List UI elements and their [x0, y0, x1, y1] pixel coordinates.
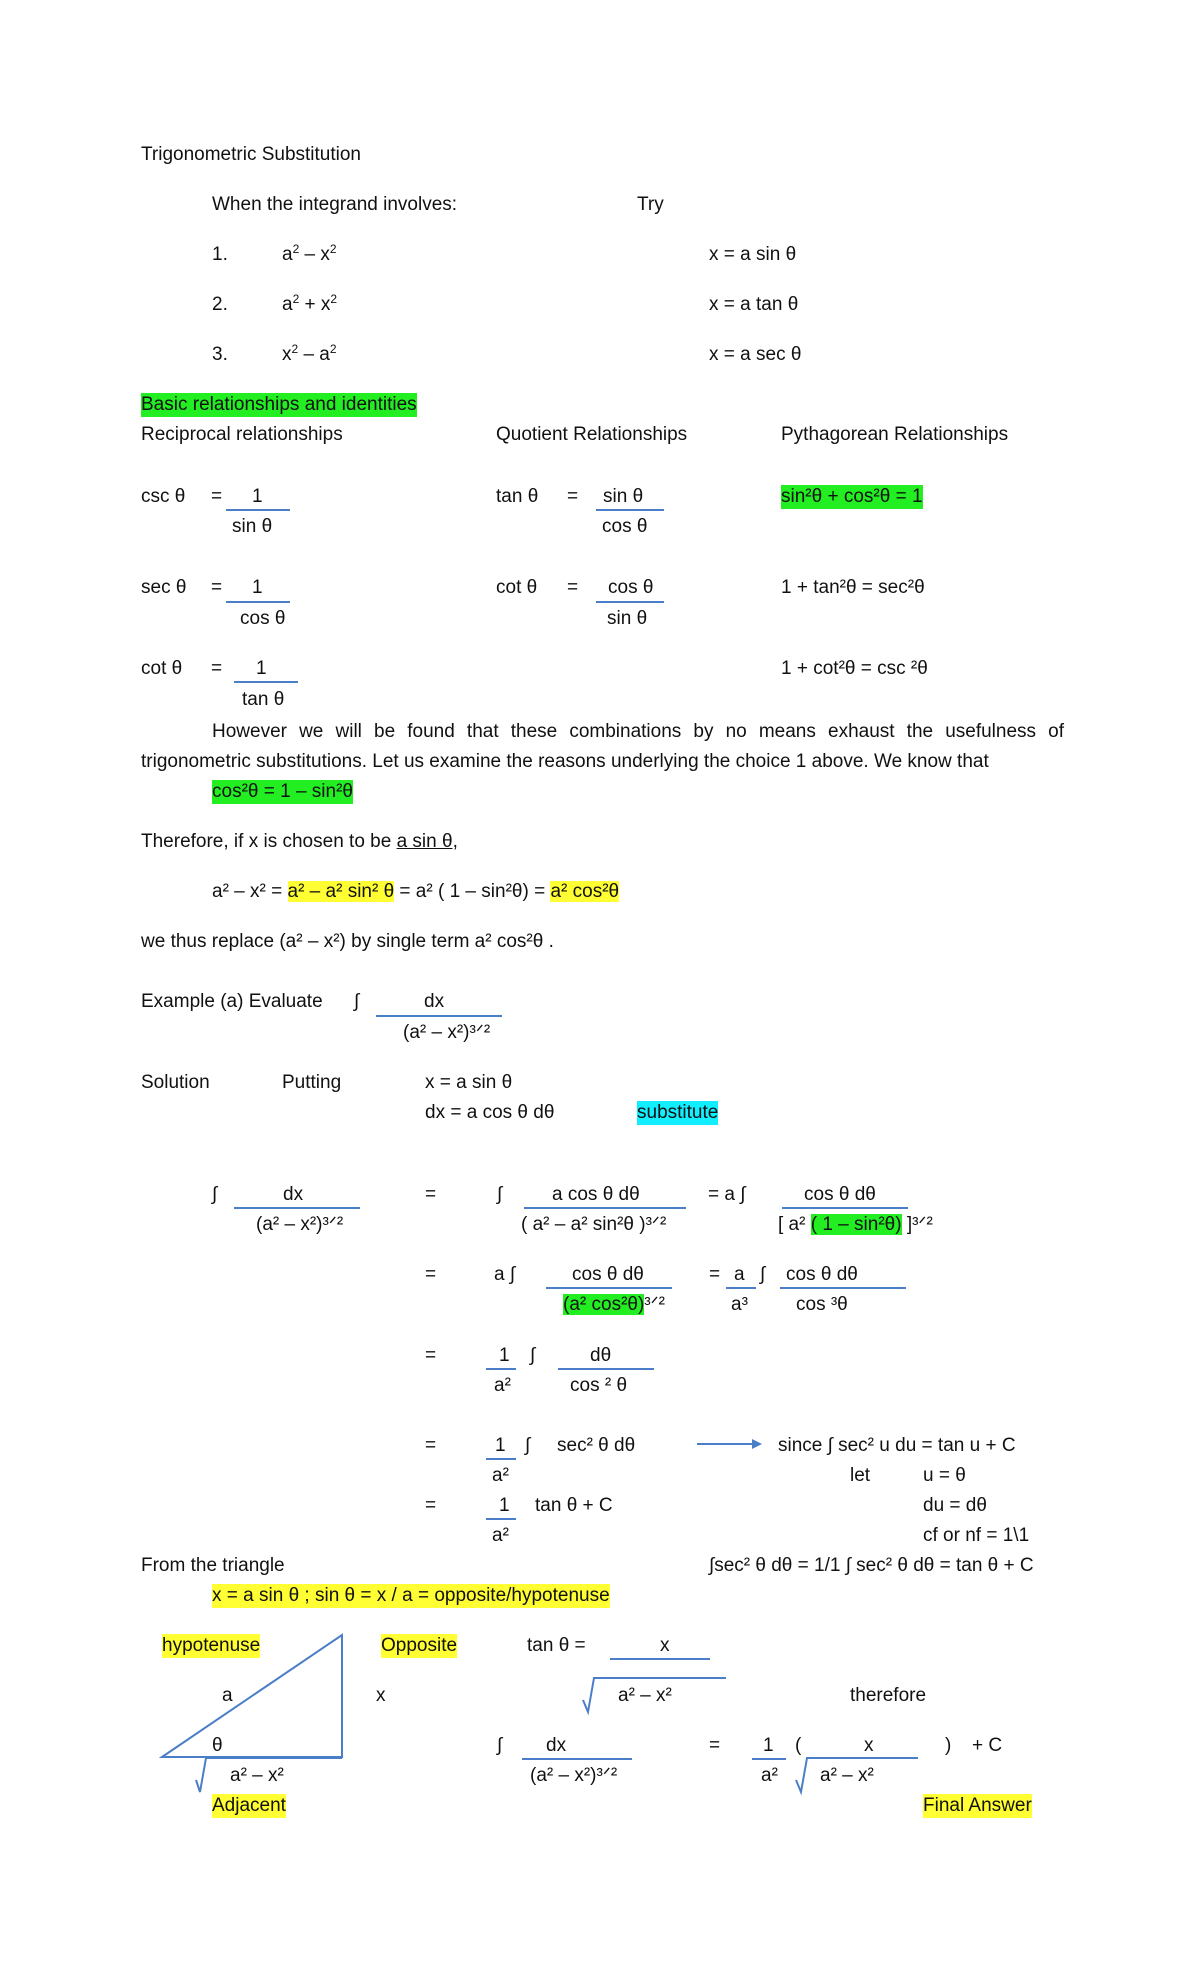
quot-cot-eq: =	[567, 577, 579, 598]
example-label: Example (a) Evaluate	[141, 991, 323, 1012]
let-note: let	[850, 1465, 871, 1486]
recip-cot-eq: =	[211, 658, 223, 679]
side-a-label: a	[222, 1685, 233, 1706]
therefore-label: therefore	[850, 1685, 927, 1706]
step2b-den2: cos ³θ	[796, 1294, 848, 1315]
cf-note: cf or nf = 1\1	[923, 1525, 1030, 1546]
step4-den: a²	[492, 1465, 509, 1486]
case-1-sub: x = a sin θ	[709, 244, 797, 265]
recip-cot-num: 1	[256, 658, 267, 679]
basic-heading: Basic relationships and identities	[141, 394, 417, 415]
case-2-expr: $a^2 + x^2$	[282, 292, 338, 315]
paragraph-line-2: trigonometric substitutions. Let us examine the reasons underlying the choice 1 above. We know that	[141, 751, 989, 772]
plus-c: + C	[972, 1735, 1003, 1756]
integral-sign: ∫	[212, 1184, 218, 1205]
equals: =	[425, 1435, 437, 1456]
final-radicand: a² – x²	[820, 1765, 874, 1786]
case-3-expr: $x^2 - a^2$	[282, 342, 337, 365]
step2b-num: a	[734, 1264, 745, 1285]
equals: =	[709, 1264, 721, 1285]
quot-tan-num: sin θ	[603, 486, 644, 507]
example-den: (a² – x²)³ᐟ²	[403, 1022, 491, 1043]
substitute-tag: substitute	[637, 1102, 719, 1123]
sec-integral-note: ∫sec² θ dθ = 1/1 ∫ sec² θ dθ = tan θ + C	[709, 1555, 1034, 1576]
derivation-line: a² – x² = a² – a² sin² θ = a² ( 1 – sin²θ) = a² cos²θ	[212, 881, 620, 902]
pyth-1: sin²θ + cos²θ = 1	[781, 486, 923, 507]
tan-rel-lhs: tan θ =	[527, 1635, 586, 1656]
step1c-pre: = a ∫	[708, 1184, 746, 1205]
step5-den: a²	[492, 1525, 509, 1546]
equals: =	[425, 1345, 437, 1366]
triangle-heading: From the triangle	[141, 1555, 285, 1576]
identity-highlight: cos²θ = 1 – sin²θ	[212, 781, 353, 802]
final-x: x	[864, 1735, 874, 1756]
pyth-3: 1 + cot²θ = csc ²θ	[781, 658, 928, 679]
side-x-label: x	[376, 1685, 386, 1706]
intro-try: Try	[637, 194, 664, 215]
final-int-den: (a² – x²)³ᐟ²	[530, 1765, 618, 1786]
recip-sec-lhs: sec θ	[141, 577, 187, 598]
adjacent-label: Adjacent	[212, 1795, 286, 1816]
therefore-line: Therefore, if x is chosen to be a sin θ,	[141, 831, 458, 852]
equals: =	[425, 1495, 437, 1516]
recip-cot-lhs: cot θ	[141, 658, 183, 679]
case-2-sub: x = a tan θ	[709, 294, 799, 315]
quot-cot-den: sin θ	[607, 608, 648, 629]
left-paren: (	[795, 1735, 802, 1756]
x-sub-line: x = a sin θ	[425, 1072, 513, 1093]
recip-sec-num: 1	[252, 577, 263, 598]
step2-pre: a ∫	[494, 1264, 516, 1285]
recip-heading: Reciprocal relationships	[141, 424, 343, 445]
equals: =	[709, 1735, 721, 1756]
case-1-num: 1.	[212, 244, 228, 265]
case-3-num: 3.	[212, 344, 228, 365]
step3-num2: dθ	[590, 1345, 612, 1366]
replace-line: we thus replace (a² – x²) by single term a² cos²θ .	[141, 931, 554, 952]
theta-label: θ	[212, 1735, 223, 1756]
page-title: Trigonometric Substitution	[141, 144, 362, 165]
case-2-num: 2.	[212, 294, 228, 315]
right-paren: )	[945, 1735, 952, 1756]
integral-sign: ∫	[525, 1435, 531, 1456]
step1-num: dx	[283, 1184, 304, 1205]
hypotenuse-label: hypotenuse	[162, 1635, 261, 1656]
dx-sub-line: dx = a cos θ dθ	[425, 1102, 555, 1123]
since-note: since ∫ sec² u du = tan u + C	[778, 1435, 1016, 1456]
integral-sign: ∫	[354, 991, 360, 1012]
final-coef-num: 1	[763, 1735, 774, 1756]
example-num: dx	[424, 991, 445, 1012]
step3-den: a²	[494, 1375, 511, 1396]
step1b-den: ( a² – a² sin²θ )³ᐟ²	[521, 1214, 667, 1235]
step3-num: 1	[499, 1345, 510, 1366]
pyth-heading: Pythagorean Relationships	[781, 424, 1009, 445]
putting-label: Putting	[282, 1072, 342, 1093]
quot-tan-den: cos θ	[602, 516, 648, 537]
step2b-num2: cos θ dθ	[786, 1264, 858, 1285]
quot-cot-num: cos θ	[608, 577, 654, 598]
step4-num: 1	[495, 1435, 506, 1456]
u-eq-note: u = θ	[923, 1465, 966, 1486]
du-eq-note: du = dθ	[923, 1495, 987, 1516]
quot-tan-lhs: tan θ	[496, 486, 539, 507]
tan-rel-den: a² – x²	[618, 1685, 672, 1706]
step1c-num: cos θ dθ	[804, 1184, 876, 1205]
final-int-num: dx	[546, 1735, 567, 1756]
solution-label: Solution	[141, 1072, 210, 1093]
fraction-bar	[752, 1758, 786, 1760]
integral-sign: ∫	[497, 1184, 503, 1205]
case-3-sub: x = a sec θ	[709, 344, 802, 365]
final-answer-label: Final Answer	[923, 1795, 1032, 1816]
step4-body: sec² θ dθ	[557, 1435, 636, 1456]
intro-integrand: When the integrand involves:	[212, 194, 458, 215]
recip-csc-lhs: csc θ	[141, 486, 186, 507]
recip-sec-den: cos θ	[240, 608, 286, 629]
quot-cot-lhs: cot θ	[496, 577, 538, 598]
integral-sign: ∫	[530, 1345, 536, 1366]
step5-num: 1	[499, 1495, 510, 1516]
step1b-num: a cos θ dθ	[552, 1184, 640, 1205]
tan-rel-num: x	[660, 1635, 670, 1656]
recip-csc-den: sin θ	[232, 516, 273, 537]
case-1-expr: $a^2 - x^2$	[282, 242, 337, 265]
step5-body: tan θ + C	[535, 1495, 613, 1516]
quot-tan-eq: =	[567, 486, 579, 507]
recip-cot-den: tan θ	[242, 689, 285, 710]
step3-den2: cos ² θ	[570, 1375, 628, 1396]
recip-sec-eq: =	[211, 577, 223, 598]
equals: =	[425, 1264, 437, 1285]
step2b-den: a³	[731, 1294, 748, 1315]
recip-csc-eq: =	[211, 486, 223, 507]
step2-den: (a² cos²θ)³ᐟ²	[563, 1294, 665, 1315]
triangle-highlight: x = a sin θ ; sin θ = x / a = opposite/hypotenuse	[212, 1585, 610, 1606]
integral-sign: ∫	[497, 1735, 503, 1756]
step1c-den: [ a² ( 1 – sin²θ) ]³ᐟ²	[778, 1214, 933, 1235]
fraction-bar	[610, 1658, 710, 1660]
recip-csc-num: 1	[252, 486, 263, 507]
quot-heading: Quotient Relationships	[496, 424, 688, 445]
adjacent-expr: a² – x²	[230, 1765, 284, 1786]
pyth-2: 1 + tan²θ = sec²θ	[781, 577, 925, 598]
opposite-label: Opposite	[381, 1635, 458, 1656]
fraction-bar	[522, 1758, 632, 1760]
integral-sign: ∫	[760, 1264, 766, 1285]
equals: =	[425, 1184, 437, 1205]
step1-den: (a² – x²)³ᐟ²	[256, 1214, 344, 1235]
paragraph-line-1: However we will be found that these combinations by no means exhaust the usefulness of	[212, 721, 1064, 742]
step2-num: cos θ dθ	[572, 1264, 644, 1285]
final-coef-den: a²	[761, 1765, 778, 1786]
